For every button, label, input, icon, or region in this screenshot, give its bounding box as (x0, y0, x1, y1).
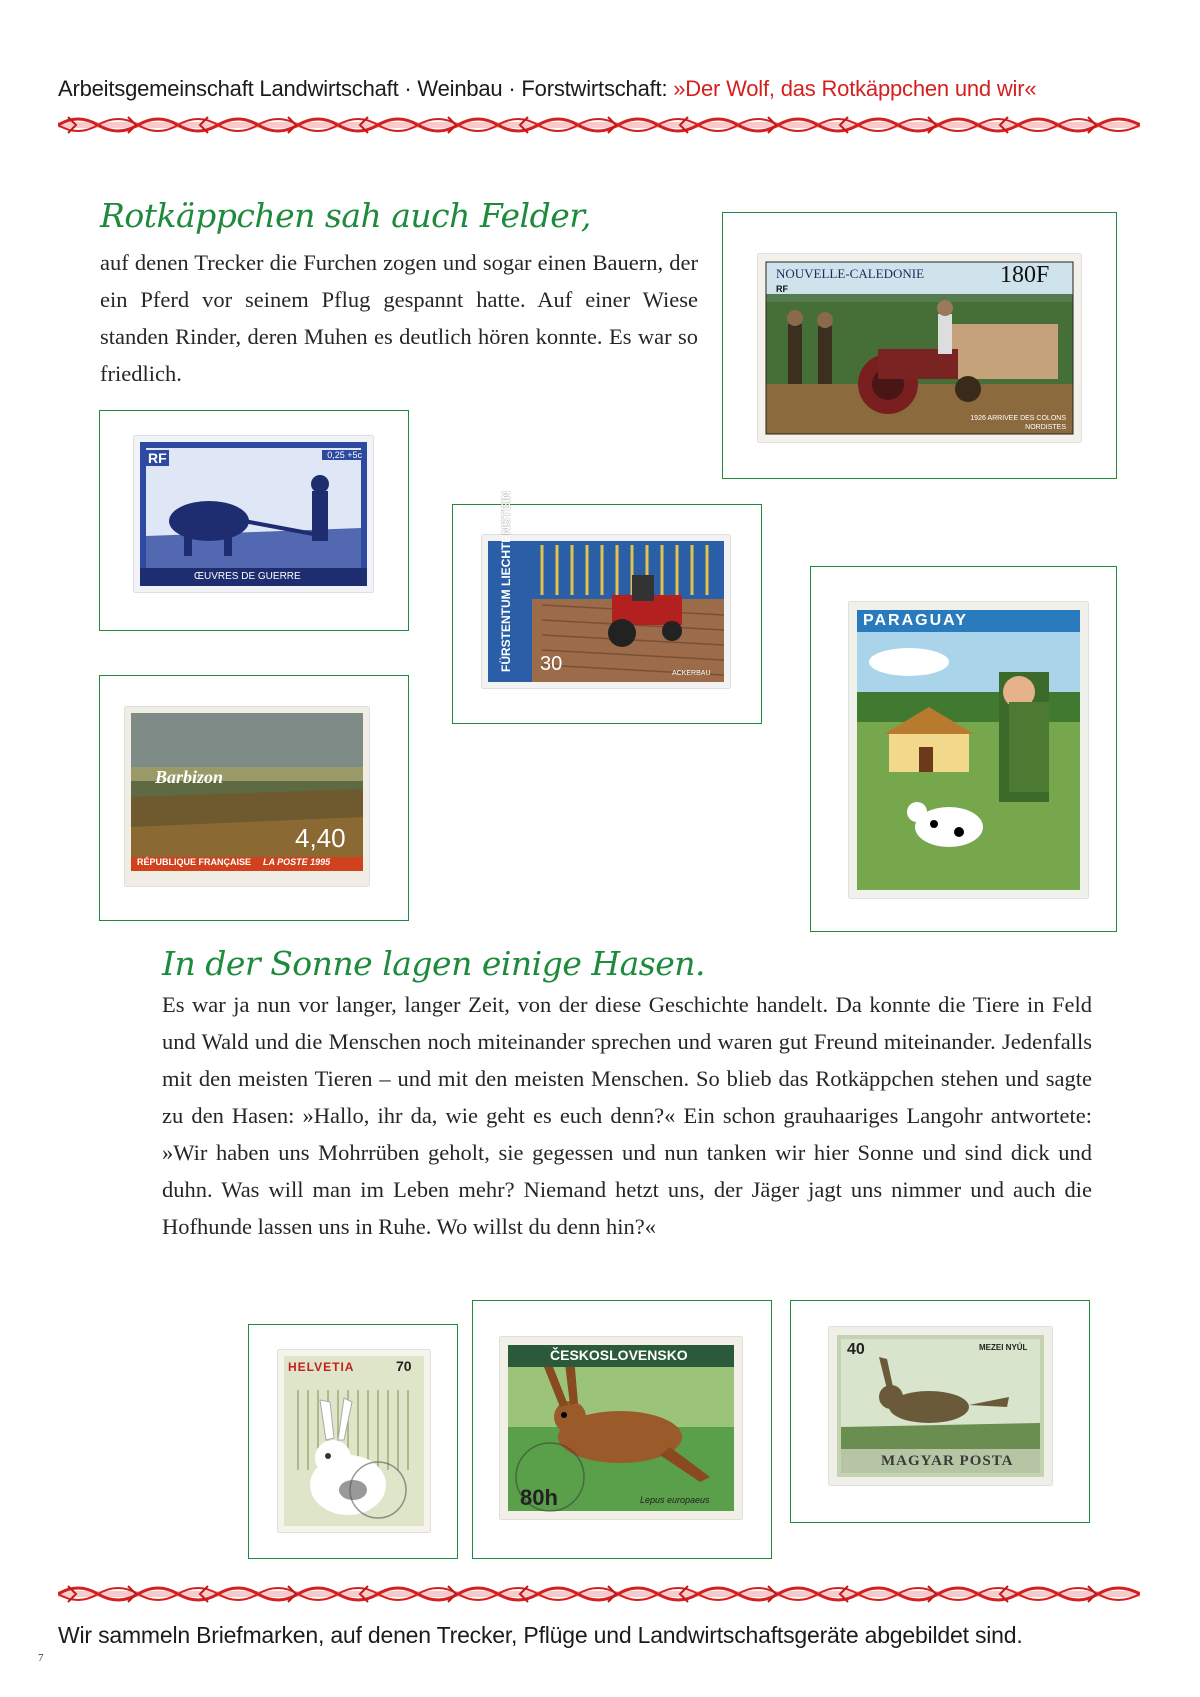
header-topic: »Der Wolf, das Rotkäppchen und wir« (673, 76, 1037, 101)
stamp-country-label: PARAGUAY (863, 612, 968, 629)
page-footer: Wir sammeln Briefmarken, auf denen Trecker, Pflüge und Landwirtschaftsgeräte abgebildet sind. (58, 1622, 1023, 1648)
stamp-country-label: HELVETIA (288, 1360, 355, 1374)
page-header (58, 76, 1158, 102)
stamp-title-label: Barbizon (155, 767, 224, 787)
stamp-value-label: 30 (540, 653, 563, 675)
stamp-value-label: 180F (1000, 262, 1050, 288)
stamp-code-label: RF (776, 284, 788, 294)
stamp-country-label: MAGYAR POSTA (881, 1453, 1014, 1469)
stamp-barbizon (125, 707, 369, 886)
stamp-value-label: 0,25 +5c (322, 450, 362, 460)
stamp-caption-label: 1926 ARRIVEE DES COLONS NORDISTES (970, 415, 1066, 431)
stamp-oeuvres-de-guerre (134, 436, 373, 592)
stamp-label-label: MEZEI NYÚL (979, 1343, 1028, 1352)
header-prefix: Arbeitsgemeinschaft Landwirtschaft · Weinbau · Forstwirtschaft: (58, 76, 674, 101)
stamp-value-label: 70 (396, 1358, 412, 1374)
stamp-caption-label: RÉPUBLIQUE FRANÇAISE (137, 857, 252, 867)
stamp-code-label: RF (148, 450, 167, 466)
section-text-hasen: Es war ja nun vor langer, langer Zeit, von der diese Geschichte handelt. Da konnte die Tiere in Feld und Wald und die Menschen noch miteinander sprechen und waren gut Freund miteinander. Jedenfalls mit den meisten Tieren – und mit den meisten Menschen. So blieb das Rotkäppchen stehen und sagte zu den Hasen: »Hallo, ihr da, wie geht es euch denn?« Ein schon grauhaariges Langohr antwortete: »Wir haben uns Mohrrüben geholt, sie gegessen und nun tanken wir hier Sonne und sind dick und duhn. Was will man im Leben mehr? Niemand hetzt uns, der Jäger jagt uns nimmer und auch die Hofhunde lassen uns in Ruhe. Wo willst du denn hin?« (162, 992, 1092, 1239)
stamp-country-label: ČESKOSLOVENSKO (550, 1347, 688, 1363)
stamp-country-label: NOUVELLE-CALEDONIE (776, 266, 925, 281)
stamp-value-label: 4,40 (295, 823, 346, 853)
stamp-nouvelle-caledonie (758, 254, 1081, 442)
section-heading-felder: Rotkäppchen sah auch Felder, (100, 196, 591, 235)
stamp-caption-label: Lepus europaeus (640, 1495, 710, 1505)
ornament-band-top (58, 113, 1140, 137)
stamp-caption-label: ACKERBAU (672, 670, 711, 677)
stamp-liechtenstein (482, 490, 730, 688)
stamp-paraguay (849, 602, 1088, 898)
stamp-magyar-posta (829, 1327, 1052, 1485)
section-heading-hasen: In der Sonne lagen einige Hasen. (162, 944, 706, 983)
stamp-helvetia (278, 1350, 430, 1532)
stamp-post-label: LA POSTE 1995 (263, 857, 331, 867)
section-text-felder: auf denen Trecker die Furchen zogen und sogar einen Bauern, der ein Pferd vor seinem Pflug gespannt hatte. Auf einer Wiese standen Rinder, deren Muhen es deutlich hören konnte. Es war so friedlich. (100, 250, 698, 386)
stamp-caption-label: ŒUVRES DE GUERRE (194, 571, 301, 582)
stamp-country-label: FÜRSTENTUM LIECHTENSTEIN (499, 490, 513, 672)
page-number: 7 (38, 1652, 44, 1664)
ornament-band-bottom (58, 1582, 1140, 1606)
stamp-value-label: 40 (847, 1341, 865, 1358)
stamp-value-label: 80h (520, 1485, 558, 1510)
stamp-ceskoslovensko (500, 1337, 742, 1519)
